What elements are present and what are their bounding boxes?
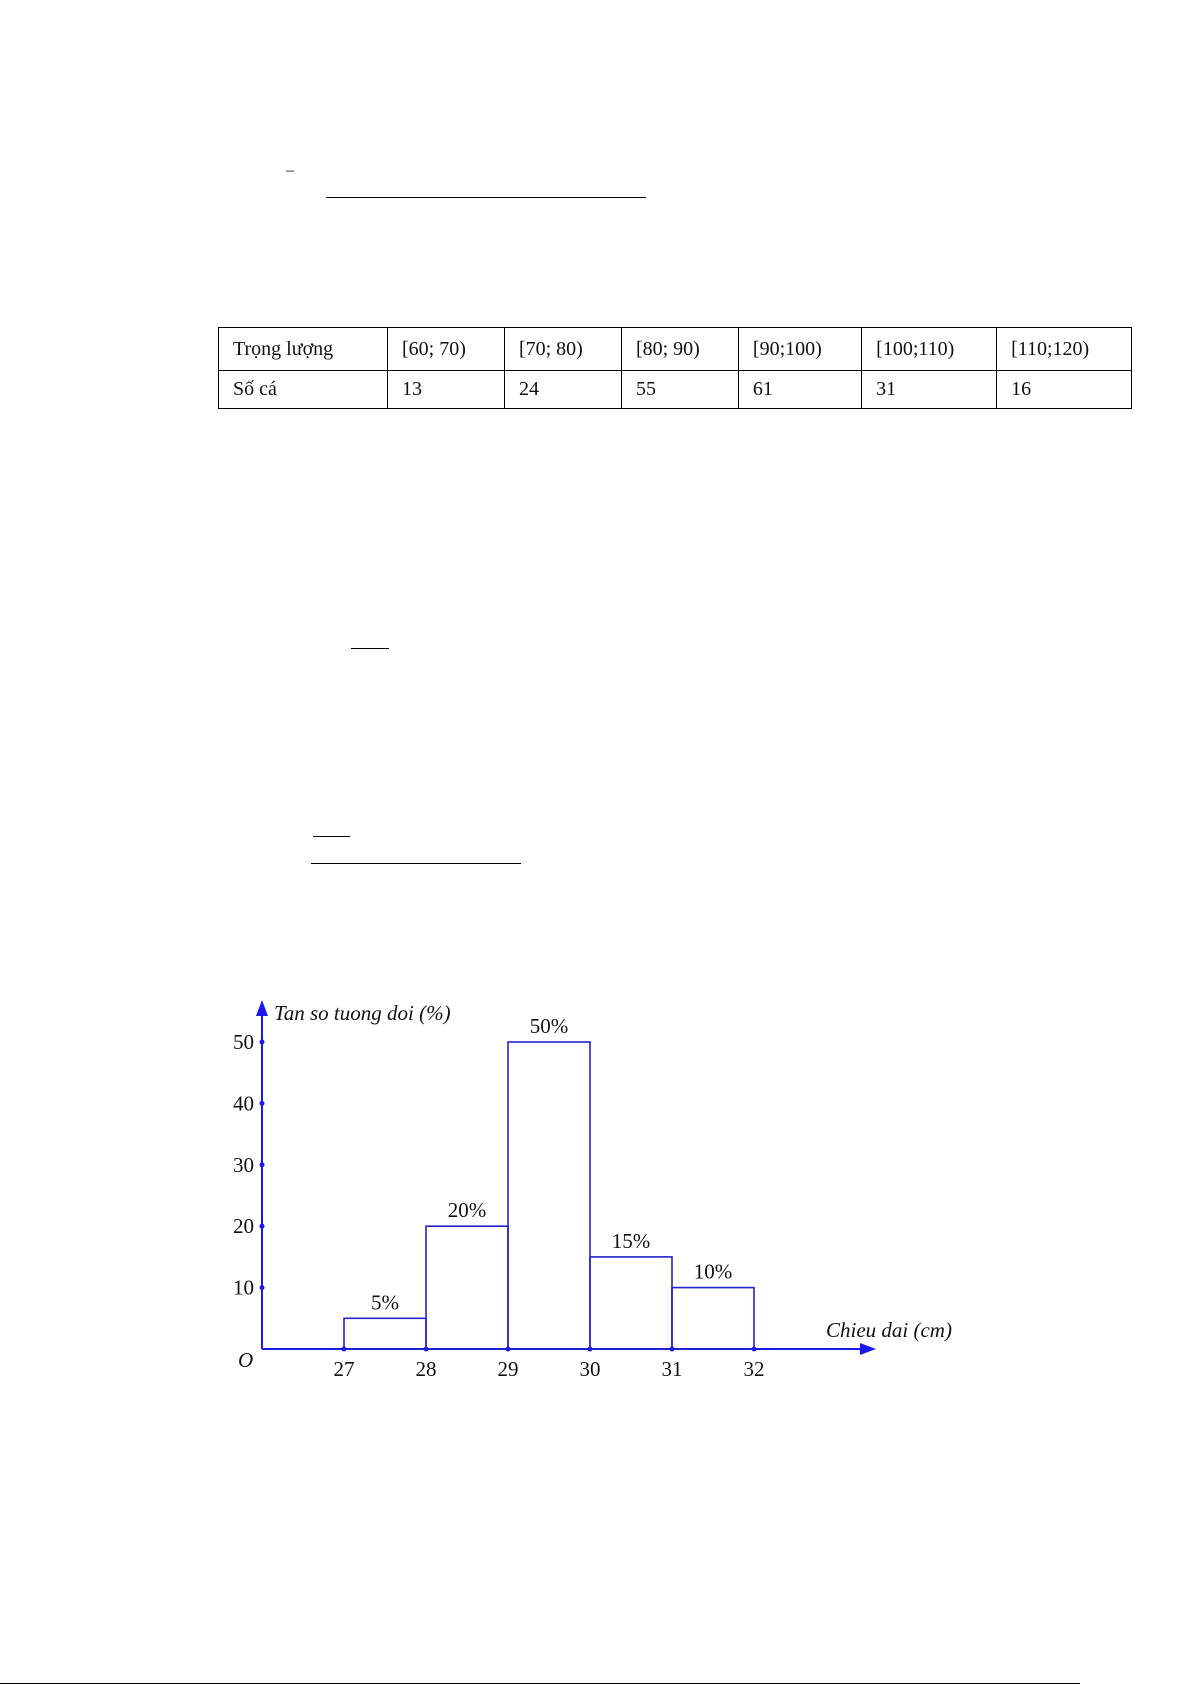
origin-label: O xyxy=(238,1348,254,1372)
y-tick-label: 20 xyxy=(233,1214,254,1239)
y-axis-arrow xyxy=(256,1000,268,1016)
histogram-bar xyxy=(426,1226,508,1349)
table-header-cell: [70; 80) xyxy=(504,328,621,371)
bar-value-label: 50% xyxy=(529,1014,569,1038)
y-tick-dot xyxy=(260,1101,265,1106)
y-tick-dot xyxy=(260,1285,265,1290)
x-axis-arrow xyxy=(860,1343,876,1355)
x-tick-label: 27 xyxy=(333,1357,355,1381)
x-tick-label: 29 xyxy=(497,1357,519,1381)
table-cell: 55 xyxy=(621,371,738,409)
table-cell: 13 xyxy=(388,371,505,409)
bar-value-label: 20% xyxy=(447,1198,487,1223)
bar-value-label: 5% xyxy=(371,1290,399,1315)
table-cell: 24 xyxy=(504,371,621,409)
x-tick-label: 31 xyxy=(661,1357,683,1381)
table-header-cell: [100;110) xyxy=(862,328,997,371)
bar-value-label: 10% xyxy=(693,1259,733,1284)
table-header-cell: [80; 90) xyxy=(621,328,738,371)
table-row-label: Số cá xyxy=(219,371,388,409)
histogram-bar xyxy=(590,1257,672,1349)
histogram-bar xyxy=(344,1318,426,1349)
table-header-cell: [90;100) xyxy=(738,328,861,371)
page-bottom-rule xyxy=(0,1683,1080,1684)
x-tick-label: 28 xyxy=(415,1357,437,1381)
table-cell: 61 xyxy=(738,371,861,409)
y-tick-dot xyxy=(260,1162,265,1167)
y-tick-label: 40 xyxy=(233,1091,254,1116)
y-tick-label: 50 xyxy=(233,1030,254,1054)
y-tick-dot xyxy=(260,1040,265,1045)
bar-value-label: 15% xyxy=(611,1228,651,1253)
table-cell: 16 xyxy=(997,371,1132,409)
table-cell: 31 xyxy=(862,371,997,409)
x-axis-label: Chieu dai (cm) xyxy=(826,1318,952,1342)
y-tick-dot xyxy=(260,1224,265,1229)
y-tick-label: 10 xyxy=(233,1275,254,1300)
table-header-cell: [60; 70) xyxy=(388,328,505,371)
x-tick-label: 30 xyxy=(579,1357,601,1381)
histogram-bar xyxy=(508,1042,590,1349)
histogram-bar xyxy=(672,1288,754,1349)
y-axis-label: Tan so tuong doi (%) xyxy=(274,1001,451,1025)
x-tick-label: 32 xyxy=(743,1357,765,1381)
table-header-cell: Trọng lượng xyxy=(219,328,388,371)
y-tick-label: 30 xyxy=(233,1152,254,1177)
table-header-cell: [110;120) xyxy=(997,328,1132,371)
dash-mark: – xyxy=(286,162,294,179)
